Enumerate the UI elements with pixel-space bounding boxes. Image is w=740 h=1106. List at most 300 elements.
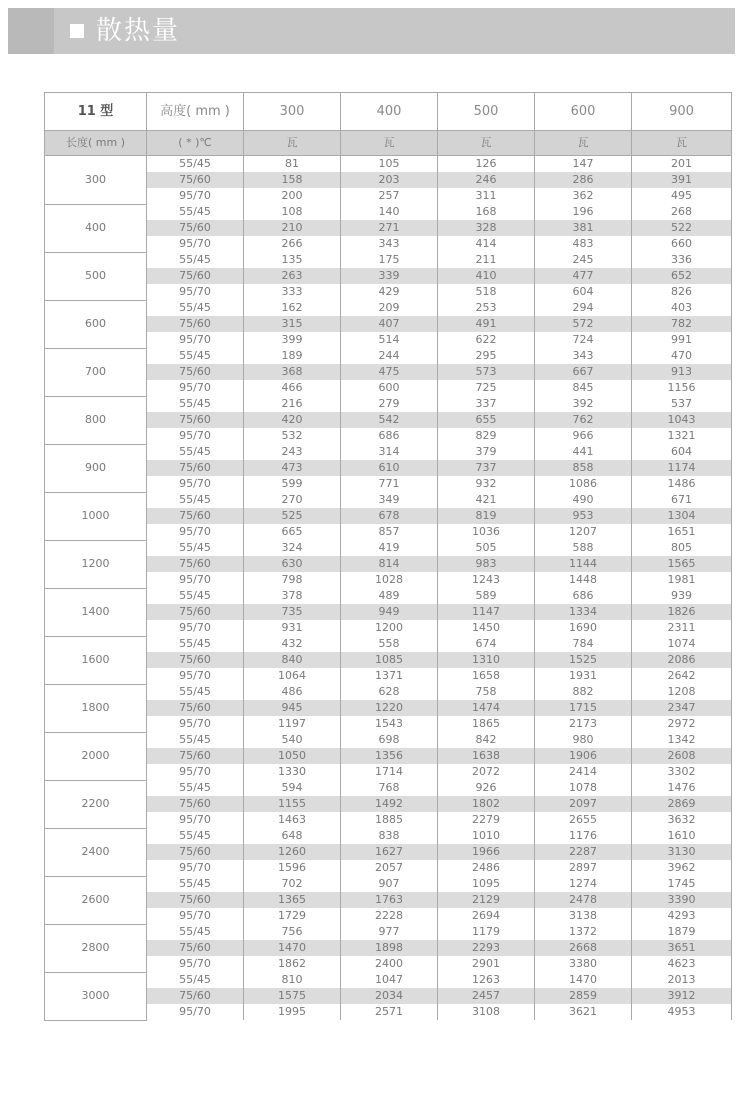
temp-cell: 75/60: [147, 508, 244, 524]
table-row: [45, 700, 732, 716]
table-row: [45, 876, 732, 892]
temp-cell: 55/45: [147, 300, 244, 316]
temp-cell: 55/45: [147, 252, 244, 268]
table-row: [45, 716, 732, 732]
table-row: [45, 252, 732, 268]
value-cell: 381: [535, 220, 632, 236]
value-cell: 158: [244, 172, 341, 188]
value-cell: 489: [341, 588, 438, 604]
temp-cell: 95/70: [147, 764, 244, 780]
temp-cell: 55/45: [147, 732, 244, 748]
value-cell: 1334: [535, 604, 632, 620]
table-row: [45, 220, 732, 236]
value-cell: 1543: [341, 716, 438, 732]
table-row: [45, 268, 732, 284]
value-cell: 1476: [632, 780, 732, 796]
length-label: 长度( mm ): [45, 131, 147, 156]
value-cell: 391: [632, 172, 732, 188]
value-cell: 311: [438, 188, 535, 204]
temp-cell: 75/60: [147, 412, 244, 428]
temp-cell: 55/45: [147, 924, 244, 940]
value-cell: 189: [244, 348, 341, 364]
value-cell: 399: [244, 332, 341, 348]
table-row: [45, 652, 732, 668]
unit-label: 瓦: [244, 131, 341, 156]
temp-cell: 95/70: [147, 1004, 244, 1020]
value-cell: 1862: [244, 956, 341, 972]
value-cell: 2228: [341, 908, 438, 924]
table-row: [45, 412, 732, 428]
value-cell: 1865: [438, 716, 535, 732]
value-cell: 1197: [244, 716, 341, 732]
value-cell: 1826: [632, 604, 732, 620]
model-label: 11 型: [45, 93, 147, 131]
value-cell: 1147: [438, 604, 535, 620]
value-cell: 2478: [535, 892, 632, 908]
value-cell: 270: [244, 492, 341, 508]
value-cell: 379: [438, 444, 535, 460]
value-cell: 1885: [341, 812, 438, 828]
value-cell: 610: [341, 460, 438, 476]
length-cell: 3000: [45, 972, 147, 1020]
temp-cell: 95/70: [147, 332, 244, 348]
value-cell: 2457: [438, 988, 535, 1004]
value-cell: 420: [244, 412, 341, 428]
value-cell: 1043: [632, 412, 732, 428]
value-cell: 1144: [535, 556, 632, 572]
value-cell: 558: [341, 636, 438, 652]
value-cell: 483: [535, 236, 632, 252]
value-cell: 441: [535, 444, 632, 460]
table-row: [45, 524, 732, 540]
table-row: [45, 764, 732, 780]
temp-cell: 95/70: [147, 524, 244, 540]
height-col-3: 600: [535, 93, 632, 131]
temp-cell: 55/45: [147, 972, 244, 988]
table-row: [45, 316, 732, 332]
temp-cell: 75/60: [147, 460, 244, 476]
value-cell: 3621: [535, 1004, 632, 1020]
table-row: [45, 796, 732, 812]
value-cell: 1028: [341, 572, 438, 588]
temp-cell: 95/70: [147, 668, 244, 684]
length-cell: 2200: [45, 780, 147, 828]
value-cell: 2642: [632, 668, 732, 684]
value-cell: 532: [244, 428, 341, 444]
value-cell: 1525: [535, 652, 632, 668]
value-cell: 953: [535, 508, 632, 524]
value-cell: 2347: [632, 700, 732, 716]
value-cell: 702: [244, 876, 341, 892]
value-cell: 1155: [244, 796, 341, 812]
value-cell: 1304: [632, 508, 732, 524]
value-cell: 339: [341, 268, 438, 284]
value-cell: 349: [341, 492, 438, 508]
value-cell: 826: [632, 284, 732, 300]
table-row: [45, 556, 732, 572]
value-cell: 1658: [438, 668, 535, 684]
height-col-1: 400: [341, 93, 438, 131]
length-cell: 300: [45, 156, 147, 205]
value-cell: 2293: [438, 940, 535, 956]
value-cell: 1243: [438, 572, 535, 588]
value-cell: 2129: [438, 892, 535, 908]
value-cell: 314: [341, 444, 438, 460]
value-cell: 1321: [632, 428, 732, 444]
value-cell: 882: [535, 684, 632, 700]
value-cell: 475: [341, 364, 438, 380]
value-cell: 756: [244, 924, 341, 940]
value-cell: 537: [632, 396, 732, 412]
value-cell: 724: [535, 332, 632, 348]
value-cell: 162: [244, 300, 341, 316]
value-cell: 1078: [535, 780, 632, 796]
value-cell: 1492: [341, 796, 438, 812]
value-cell: 246: [438, 172, 535, 188]
value-cell: 737: [438, 460, 535, 476]
value-cell: 2072: [438, 764, 535, 780]
value-cell: 838: [341, 828, 438, 844]
value-cell: 977: [341, 924, 438, 940]
value-cell: 698: [341, 732, 438, 748]
value-cell: 665: [244, 524, 341, 540]
header-tab-block: [8, 8, 54, 54]
temp-cell: 55/45: [147, 492, 244, 508]
temp-cell: 95/70: [147, 572, 244, 588]
temp-cell: 75/60: [147, 268, 244, 284]
length-cell: 400: [45, 204, 147, 252]
value-cell: 200: [244, 188, 341, 204]
value-cell: 3130: [632, 844, 732, 860]
value-cell: 1365: [244, 892, 341, 908]
value-cell: 505: [438, 540, 535, 556]
value-cell: 2311: [632, 620, 732, 636]
value-cell: 518: [438, 284, 535, 300]
value-cell: 1036: [438, 524, 535, 540]
value-cell: 674: [438, 636, 535, 652]
temp-cell: 55/45: [147, 828, 244, 844]
value-cell: 1208: [632, 684, 732, 700]
value-cell: 1372: [535, 924, 632, 940]
temp-cell: 95/70: [147, 284, 244, 300]
value-cell: 333: [244, 284, 341, 300]
value-cell: 466: [244, 380, 341, 396]
length-cell: 1000: [45, 492, 147, 540]
value-cell: 784: [535, 636, 632, 652]
value-cell: 414: [438, 236, 535, 252]
table-row: [45, 236, 732, 252]
value-cell: 907: [341, 876, 438, 892]
value-cell: 1310: [438, 652, 535, 668]
value-cell: 407: [341, 316, 438, 332]
temp-cell: 75/60: [147, 892, 244, 908]
value-cell: 1207: [535, 524, 632, 540]
value-cell: 819: [438, 508, 535, 524]
value-cell: 1342: [632, 732, 732, 748]
value-cell: 209: [341, 300, 438, 316]
value-cell: 678: [341, 508, 438, 524]
table-row: [45, 732, 732, 748]
value-cell: 203: [341, 172, 438, 188]
value-cell: 3108: [438, 1004, 535, 1020]
height-col-0: 300: [244, 93, 341, 131]
value-cell: 600: [341, 380, 438, 396]
value-cell: 1575: [244, 988, 341, 1004]
temp-cell: 55/45: [147, 396, 244, 412]
value-cell: 3962: [632, 860, 732, 876]
value-cell: 2486: [438, 860, 535, 876]
temp-cell: 95/70: [147, 620, 244, 636]
temp-cell: 95/70: [147, 908, 244, 924]
table-row: [45, 812, 732, 828]
value-cell: 655: [438, 412, 535, 428]
value-cell: 4293: [632, 908, 732, 924]
value-cell: 175: [341, 252, 438, 268]
table-row: [45, 620, 732, 636]
value-cell: 473: [244, 460, 341, 476]
value-cell: 1981: [632, 572, 732, 588]
value-cell: 1010: [438, 828, 535, 844]
section-header: [8, 8, 735, 54]
value-cell: 421: [438, 492, 535, 508]
value-cell: 486: [244, 684, 341, 700]
value-cell: 983: [438, 556, 535, 572]
table-row: [45, 396, 732, 412]
value-cell: 660: [632, 236, 732, 252]
value-cell: 266: [244, 236, 341, 252]
value-cell: 2400: [341, 956, 438, 972]
value-cell: 392: [535, 396, 632, 412]
temp-cell: 95/70: [147, 380, 244, 396]
value-cell: 343: [341, 236, 438, 252]
temp-cell: 55/45: [147, 684, 244, 700]
table-row: [45, 588, 732, 604]
value-cell: 432: [244, 636, 341, 652]
value-cell: 1565: [632, 556, 732, 572]
value-cell: 470: [632, 348, 732, 364]
table-row: [45, 300, 732, 316]
value-cell: 253: [438, 300, 535, 316]
temp-label: ( * )℃: [147, 131, 244, 156]
value-cell: 2279: [438, 812, 535, 828]
value-cell: 542: [341, 412, 438, 428]
temp-cell: 55/45: [147, 636, 244, 652]
temp-cell: 75/60: [147, 652, 244, 668]
table-row: [45, 348, 732, 364]
value-cell: 3302: [632, 764, 732, 780]
value-cell: 932: [438, 476, 535, 492]
table-row: [45, 508, 732, 524]
table-row: [45, 972, 732, 988]
temp-cell: 95/70: [147, 188, 244, 204]
value-cell: 216: [244, 396, 341, 412]
temp-cell: 95/70: [147, 812, 244, 828]
length-cell: 2800: [45, 924, 147, 972]
value-cell: 1095: [438, 876, 535, 892]
length-cell: 1600: [45, 636, 147, 684]
length-cell: 2000: [45, 732, 147, 780]
value-cell: 2057: [341, 860, 438, 876]
value-cell: 410: [438, 268, 535, 284]
value-cell: 3138: [535, 908, 632, 924]
table-row: [45, 892, 732, 908]
value-cell: 3912: [632, 988, 732, 1004]
table-row: [45, 844, 732, 860]
value-cell: 1086: [535, 476, 632, 492]
temp-cell: 75/60: [147, 556, 244, 572]
value-cell: 926: [438, 780, 535, 796]
table-row: [45, 860, 732, 876]
value-cell: 2086: [632, 652, 732, 668]
value-cell: 768: [341, 780, 438, 796]
value-cell: 1898: [341, 940, 438, 956]
value-cell: 1474: [438, 700, 535, 716]
value-cell: 243: [244, 444, 341, 460]
value-cell: 257: [341, 188, 438, 204]
value-cell: 805: [632, 540, 732, 556]
value-cell: 336: [632, 252, 732, 268]
value-cell: 108: [244, 204, 341, 220]
temp-cell: 75/60: [147, 748, 244, 764]
table-row: [45, 924, 732, 940]
value-cell: 725: [438, 380, 535, 396]
temp-cell: 55/45: [147, 780, 244, 796]
table-row: [45, 380, 732, 396]
value-cell: 667: [535, 364, 632, 380]
value-cell: 1064: [244, 668, 341, 684]
value-cell: 540: [244, 732, 341, 748]
value-cell: 939: [632, 588, 732, 604]
header-row-heights: [45, 93, 732, 131]
value-cell: 491: [438, 316, 535, 332]
value-cell: 1651: [632, 524, 732, 540]
table-row: [45, 828, 732, 844]
value-cell: 362: [535, 188, 632, 204]
value-cell: 244: [341, 348, 438, 364]
value-cell: 630: [244, 556, 341, 572]
table-row: [45, 460, 732, 476]
table-row: [45, 156, 732, 173]
value-cell: 1714: [341, 764, 438, 780]
value-cell: 1074: [632, 636, 732, 652]
temp-cell: 55/45: [147, 876, 244, 892]
value-cell: 135: [244, 252, 341, 268]
value-cell: 1470: [535, 972, 632, 988]
table-row: [45, 940, 732, 956]
temp-cell: 55/45: [147, 204, 244, 220]
value-cell: 931: [244, 620, 341, 636]
temp-cell: 95/70: [147, 716, 244, 732]
value-cell: 1995: [244, 1004, 341, 1020]
temp-cell: 55/45: [147, 156, 244, 173]
value-cell: 2897: [535, 860, 632, 876]
temp-cell: 55/45: [147, 444, 244, 460]
table-row: [45, 636, 732, 652]
temp-cell: 55/45: [147, 540, 244, 556]
value-cell: 429: [341, 284, 438, 300]
value-cell: 2901: [438, 956, 535, 972]
length-cell: 500: [45, 252, 147, 300]
table-row: [45, 444, 732, 460]
table-row: [45, 572, 732, 588]
value-cell: 1802: [438, 796, 535, 812]
value-cell: 829: [438, 428, 535, 444]
header-row-units: [45, 131, 732, 156]
value-cell: 686: [341, 428, 438, 444]
section-title: 散热量: [96, 16, 181, 46]
value-cell: 315: [244, 316, 341, 332]
value-cell: 1638: [438, 748, 535, 764]
value-cell: 758: [438, 684, 535, 700]
value-cell: 2859: [535, 988, 632, 1004]
value-cell: 210: [244, 220, 341, 236]
value-cell: 140: [341, 204, 438, 220]
value-cell: 105: [341, 156, 438, 173]
value-cell: 2287: [535, 844, 632, 860]
temp-cell: 95/70: [147, 476, 244, 492]
value-cell: 572: [535, 316, 632, 332]
value-cell: 648: [244, 828, 341, 844]
value-cell: 2668: [535, 940, 632, 956]
length-cell: 800: [45, 396, 147, 444]
value-cell: 294: [535, 300, 632, 316]
value-cell: 1931: [535, 668, 632, 684]
value-cell: 1220: [341, 700, 438, 716]
value-cell: 1260: [244, 844, 341, 860]
value-cell: 588: [535, 540, 632, 556]
temp-cell: 55/45: [147, 588, 244, 604]
temp-cell: 75/60: [147, 172, 244, 188]
value-cell: 490: [535, 492, 632, 508]
value-cell: 628: [341, 684, 438, 700]
value-cell: 3390: [632, 892, 732, 908]
value-cell: 3380: [535, 956, 632, 972]
temp-cell: 75/60: [147, 844, 244, 860]
value-cell: 842: [438, 732, 535, 748]
value-cell: 810: [244, 972, 341, 988]
value-cell: 477: [535, 268, 632, 284]
value-cell: 1274: [535, 876, 632, 892]
temp-cell: 75/60: [147, 700, 244, 716]
value-cell: 913: [632, 364, 732, 380]
table-row: [45, 956, 732, 972]
value-cell: 966: [535, 428, 632, 444]
value-cell: 263: [244, 268, 341, 284]
table-row: [45, 684, 732, 700]
value-cell: 622: [438, 332, 535, 348]
value-cell: 3632: [632, 812, 732, 828]
value-cell: 573: [438, 364, 535, 380]
table-row: [45, 364, 732, 380]
value-cell: 1906: [535, 748, 632, 764]
temp-cell: 95/70: [147, 860, 244, 876]
height-col-4: 900: [632, 93, 732, 131]
value-cell: 2013: [632, 972, 732, 988]
value-cell: 798: [244, 572, 341, 588]
table-row: [45, 204, 732, 220]
table-row: [45, 604, 732, 620]
value-cell: 980: [535, 732, 632, 748]
value-cell: 840: [244, 652, 341, 668]
value-cell: 1715: [535, 700, 632, 716]
value-cell: 4953: [632, 1004, 732, 1020]
table-row: [45, 332, 732, 348]
table-row: [45, 748, 732, 764]
value-cell: 147: [535, 156, 632, 173]
length-cell: 700: [45, 348, 147, 396]
temp-cell: 75/60: [147, 796, 244, 812]
value-cell: 81: [244, 156, 341, 173]
